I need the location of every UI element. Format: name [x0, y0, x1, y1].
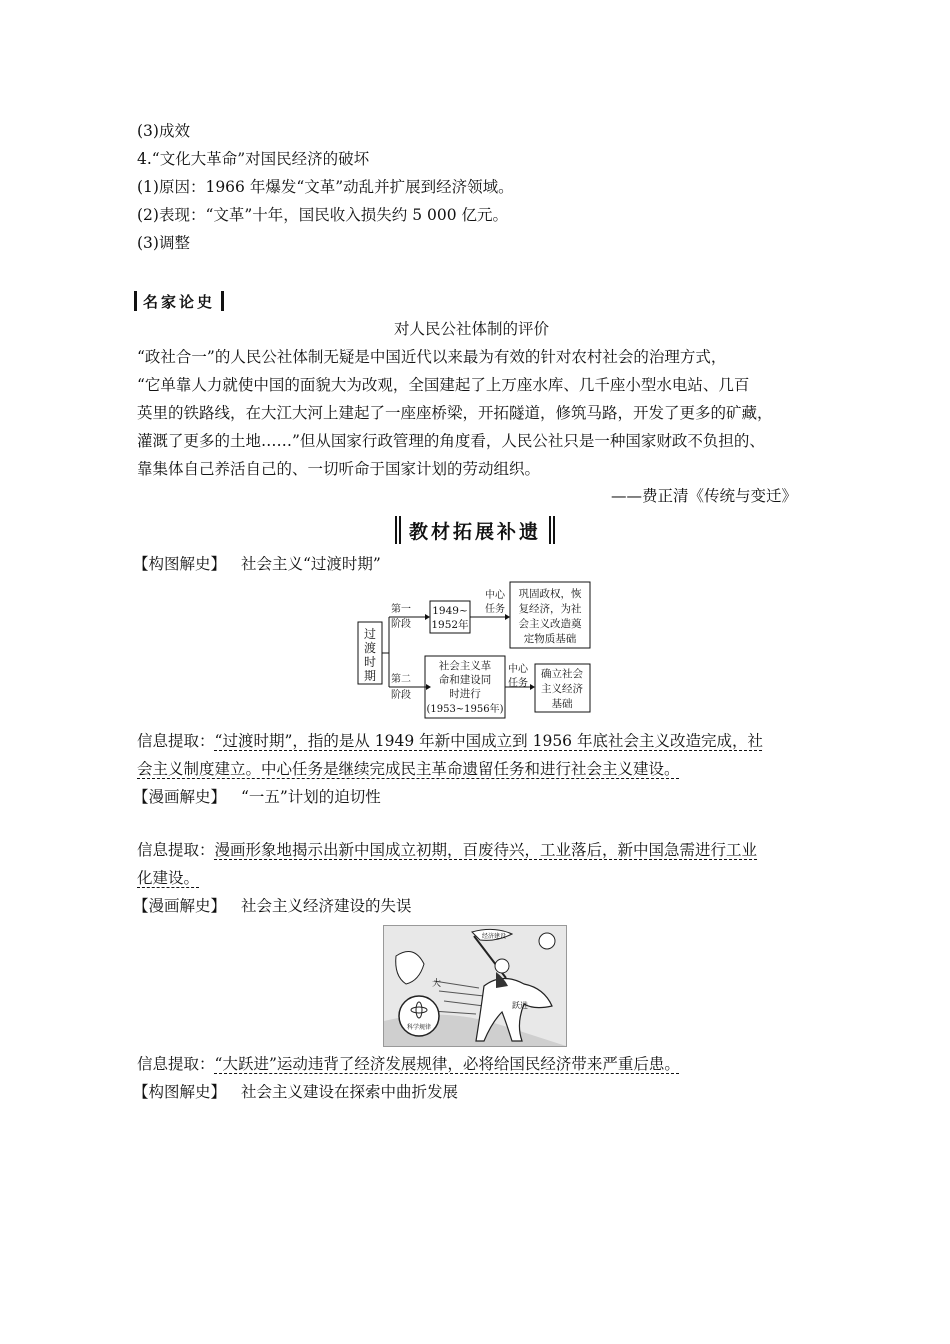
diagram-period1-b: 1952年	[431, 619, 469, 631]
list-item-yuanyin: (1)原因：1966 年爆发“文革”动乱并扩展到经济领域。	[137, 178, 514, 196]
section2-info-text2: 化建设。	[137, 869, 200, 887]
diagram-period2-b: 命和建设同	[438, 674, 492, 686]
diagram-period1-a: 1949~	[432, 605, 468, 617]
diagram-phase1-a: 第一	[391, 604, 411, 615]
section1-info-text2: 会主义制度建立。中心任务是继续完成民主革命遗留任务和进行社会主义建设。	[137, 760, 680, 778]
list-item-tiaozheng: (3)调整	[137, 234, 190, 252]
section2-info-line2	[137, 871, 199, 887]
section1-info-prefix: 信息提取：	[137, 732, 215, 750]
section3-info-line1	[137, 1057, 680, 1073]
diagram-phase1-b: 阶段	[391, 619, 411, 630]
section4-title: 社会主义建设在探索中曲折发展	[240, 1083, 458, 1101]
diagram-phase2-a: 第二	[391, 674, 411, 685]
section1-info-text1: “过渡时期”，指的是从 1949 年新中国成立到 1956 年底社会主义改造完成，社	[214, 732, 763, 750]
mingjia-heading	[134, 290, 224, 312]
cartoon-left-text: 大	[432, 979, 442, 989]
diagram-arrowhead-2	[426, 684, 431, 690]
mingjia-para-2: “它单靠人力就使中国的面貌大为改观，全国建起了上万座水库、几千座小型水电站、几百	[137, 376, 750, 394]
mingjia-heading-text: 名家论史	[143, 292, 216, 311]
section2-heading	[133, 790, 381, 806]
mingjia-source: ——费正清《传统与变迁》	[611, 487, 798, 505]
section2-title: “一五”计划的迫切性	[240, 788, 381, 806]
section2-info-prefix: 信息提取：	[137, 841, 215, 859]
section1-heading	[133, 557, 381, 573]
mingjia-para-4: 灌溉了更多的土地……”但从国家行政管理的角度看，人民公社只是一种国家财政不负担的、	[137, 432, 765, 450]
transition-period-diagram	[355, 578, 595, 724]
section3-info-prefix: 信息提取：	[137, 1055, 215, 1073]
section3-info-text1: “大跃进”运动违背了经济发展规律，必将给国民经济带来严重后患。	[214, 1055, 680, 1073]
cartoon-right-text: 跃进	[512, 1001, 528, 1010]
diagram-root-c1: 过	[363, 627, 377, 641]
mingjia-para-3: 英里的铁路线，在大江大河上建起了一座座桥梁，开拓隧道，修筑马路，开发了更多的矿藏，	[137, 404, 773, 422]
section4-heading	[133, 1085, 458, 1101]
diagram-phase2-b: 阶段	[391, 690, 411, 701]
diagram-task1-label-b: 任务	[485, 604, 505, 615]
section3-title: 社会主义经济建设的失误	[240, 897, 412, 915]
section1-title: 社会主义“过渡时期”	[240, 555, 381, 573]
diagram-arrowhead-1	[425, 614, 430, 620]
mingjia-para-5: 靠集体自己养活自己的、一切听命于国家计划的劳动组织。	[137, 460, 541, 478]
diagram-task1-label-a: 中心	[485, 590, 505, 601]
heading-bar-right	[221, 291, 224, 311]
great-leap-cartoon	[383, 925, 567, 1047]
section1-info-line2	[137, 762, 680, 778]
diagram-task1-c: 会主义改造奠	[518, 618, 582, 630]
diagram-period2-c: 时进行	[449, 688, 481, 700]
section3-label: 【漫画解史】	[133, 897, 227, 915]
list-item-chengxiao: (3)成效	[137, 122, 190, 140]
banner-bars-right	[549, 516, 555, 544]
cartoon-rider-head	[495, 959, 509, 973]
diagram-task-arrowhead-1	[505, 614, 510, 620]
diagram-root-c3: 时	[363, 655, 377, 669]
diagram-task1-d: 定物质基础	[523, 633, 577, 645]
diagram-task2-label-a: 中心	[508, 664, 528, 675]
diagram-task1-b: 复经济，为社	[518, 603, 582, 615]
diagram-task-arrowhead-2	[530, 684, 535, 690]
diagram-root-c4: 期	[363, 669, 377, 683]
section3-heading	[133, 899, 411, 915]
section2-label: 【漫画解史】	[133, 788, 227, 806]
cartoon-flag-text: 经济建设	[481, 933, 507, 940]
section4-label: 【构图解史】	[133, 1083, 227, 1101]
heading-wenge: 4.“文化大革命”对国民经济的破坏	[137, 150, 370, 168]
supplement-banner	[395, 516, 555, 544]
diagram-task2-label-b: 任务	[508, 678, 528, 689]
section1-label: 【构图解史】	[133, 555, 227, 573]
diagram-period2-d: (1953~1956年)	[426, 704, 504, 715]
cartoon-ball-text: 科学规律	[406, 1024, 432, 1031]
mingjia-title: 对人民公社体制的评价	[394, 320, 550, 338]
cartoon-emblem	[539, 933, 555, 949]
section2-info-line1	[137, 843, 757, 859]
diagram-task2-b: 主义经济	[541, 683, 583, 695]
list-item-biaoxian: (2)表现：“文革”十年，国民收入损失约 5 000 亿元。	[137, 206, 509, 224]
section2-info-text1: 漫画形象地揭示出新中国成立初期，百废待兴，工业落后，新中国急需进行工业	[214, 841, 758, 859]
diagram-task2-c: 基础	[551, 698, 573, 710]
diagram-task2-a: 确立社会	[541, 668, 583, 680]
section1-info-line1	[137, 734, 763, 750]
diagram-period2-a: 社会主义革	[438, 660, 492, 672]
mingjia-para-1: “政社合一”的人民公社体制无疑是中国近代以来最为有效的针对农村社会的治理方式，	[137, 348, 727, 366]
diagram-task1-a: 巩固政权，恢	[518, 588, 582, 600]
diagram-root-c2: 渡	[363, 641, 377, 655]
banner-text: 教材拓展补遗	[409, 520, 542, 543]
